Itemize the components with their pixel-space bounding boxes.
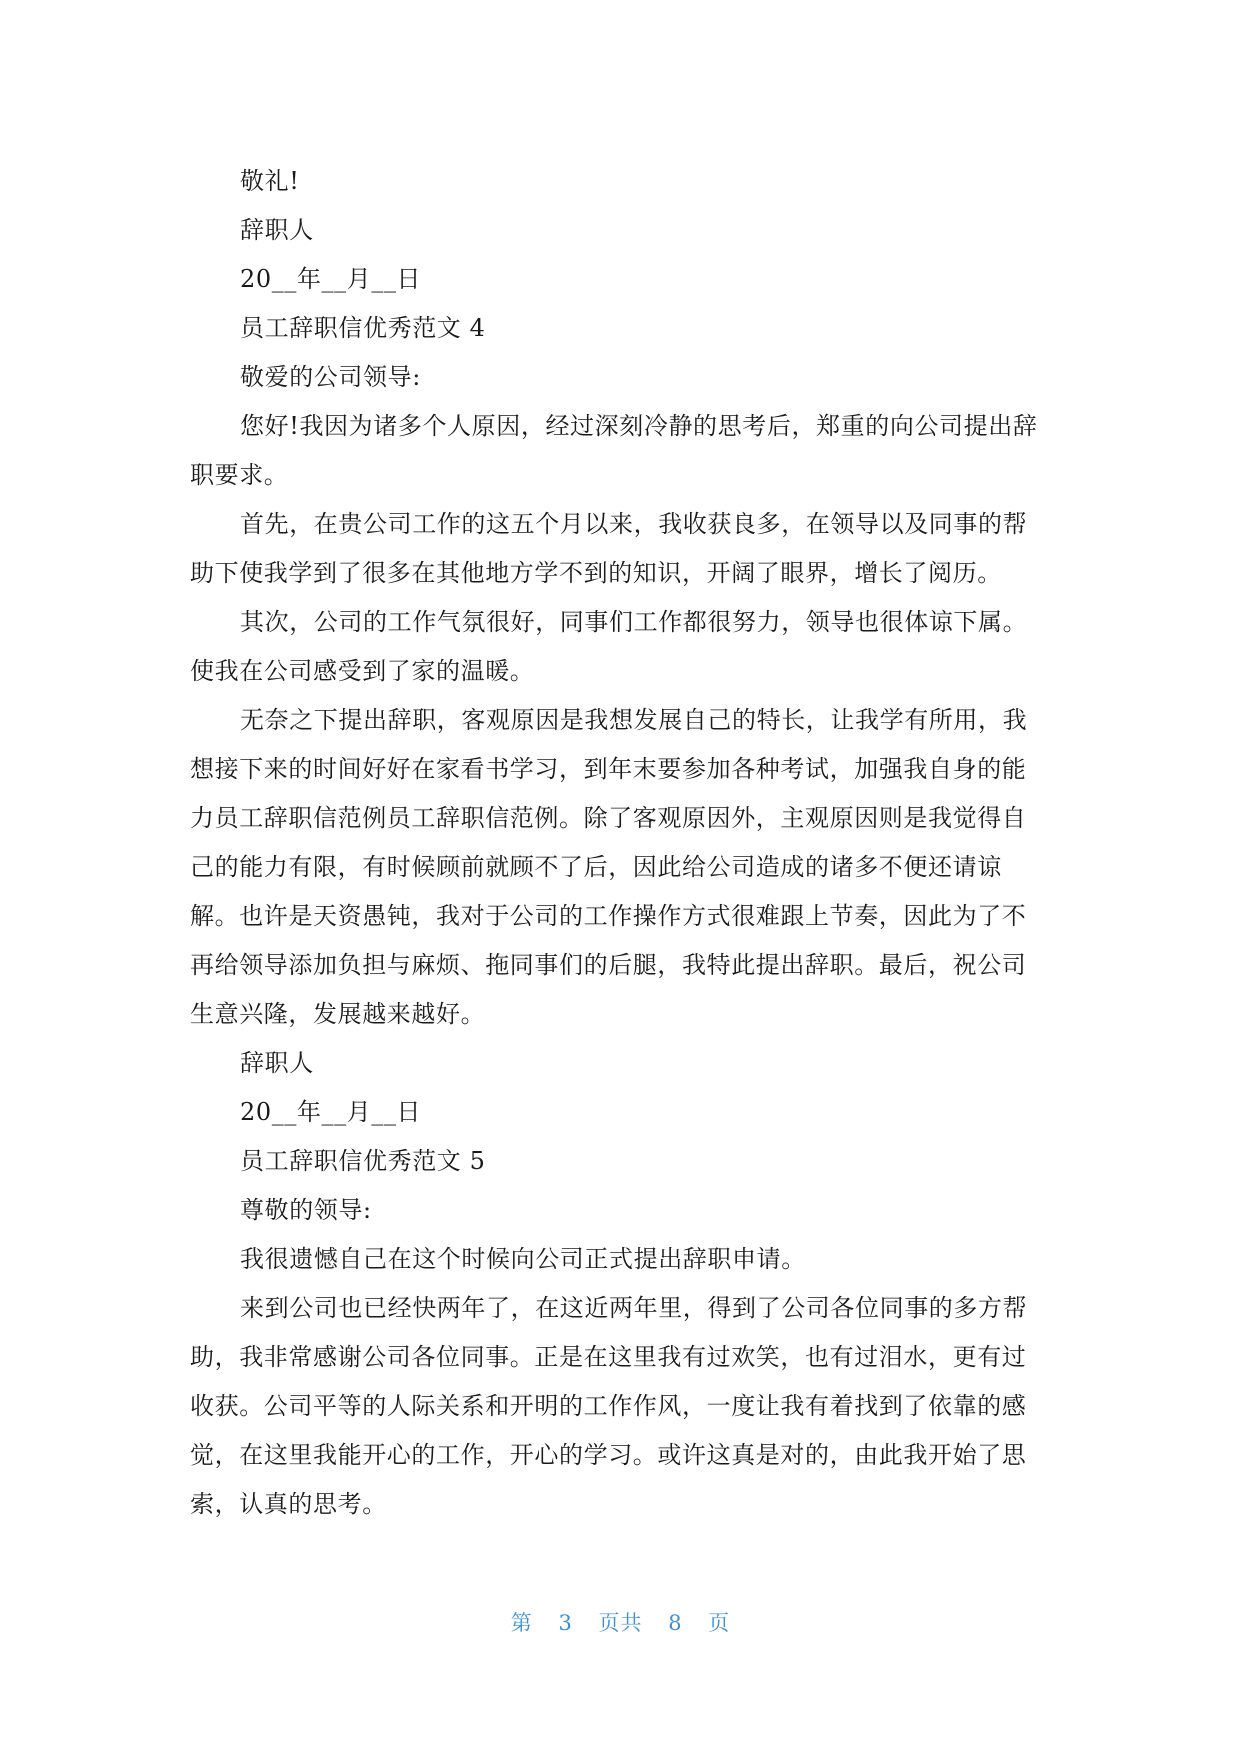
text-line: 助，我非常感谢公司各位同事。正是在这里我有过欢笑，也有过泪水，更有过 bbox=[190, 1343, 1027, 1371]
text-line: 觉，在这里我能开心的工作，开心的学习。或许这真是对的，由此我开始了思 bbox=[190, 1441, 1027, 1469]
text-line: 辞职人 bbox=[240, 1049, 314, 1077]
footer-suffix: 页 bbox=[708, 1611, 731, 1635]
footer-middle: 页共 bbox=[598, 1611, 643, 1635]
text-line: 敬爱的公司领导: bbox=[240, 363, 421, 391]
text-line: 来到公司也已经快两年了，在这近两年里，得到了公司各位同事的多方帮 bbox=[240, 1294, 1028, 1322]
text-line: 尊敬的领导: bbox=[240, 1196, 372, 1224]
text-line: 再给领导添加负担与麻烦、拖同事们的后腿，我特此提出辞职。最后，祝公司 bbox=[190, 951, 1027, 979]
page-footer bbox=[0, 1608, 1241, 1638]
text-line: 己的能力有限，有时候顾前就顾不了后，因此给公司造成的诸多不便还请谅 bbox=[190, 853, 1002, 881]
text-line: 辞职人 bbox=[240, 216, 314, 244]
text-line: 力员工辞职信范例员工辞职信范例。除了客观原因外，主观原因则是我觉得自 bbox=[190, 804, 1027, 832]
document-body bbox=[190, 157, 1060, 1529]
text-line: 助下使我学到了很多在其他地方学不到的知识，开阔了眼界，增长了阅历。 bbox=[190, 559, 1002, 587]
text-line: 首先，在贵公司工作的这五个月以来，我收获良多，在领导以及同事的帮 bbox=[240, 510, 1028, 538]
text-line: 无奈之下提出辞职，客观原因是我想发展自己的特长，让我学有所用，我 bbox=[240, 706, 1028, 734]
text-line: 其次，公司的工作气氛很好，同事们工作都很努力，领导也很体谅下属。 bbox=[240, 608, 1028, 636]
footer-prefix: 第 bbox=[510, 1611, 533, 1635]
text-line: 我很遗憾自己在这个时候向公司正式提出辞职申请。 bbox=[240, 1245, 806, 1273]
text-line: 生意兴隆，发展越来越好。 bbox=[190, 1000, 486, 1028]
footer-current-page: 3 bbox=[558, 1611, 573, 1635]
text-line: 员工辞职信优秀范文 4 bbox=[240, 314, 486, 342]
text-line: 解。也许是天资愚钝，我对于公司的工作操作方式很难跟上节奏，因此为了不 bbox=[190, 902, 1027, 930]
text-line: 使我在公司感受到了家的温暖。 bbox=[190, 657, 535, 685]
text-line: 敬礼! bbox=[240, 167, 300, 195]
text-line: 20__年__月__日 bbox=[240, 265, 422, 293]
footer-total-pages: 8 bbox=[668, 1611, 683, 1635]
text-line: 员工辞职信优秀范文 5 bbox=[240, 1147, 486, 1175]
text-line: 想接下来的时间好好在家看书学习，到年末要参加各种考试，加强我自身的能 bbox=[190, 755, 1027, 783]
text-line: 索，认真的思考。 bbox=[190, 1490, 387, 1518]
text-line: 您好!我因为诸多个人原因，经过深刻冷静的思考后，郑重的向公司提出辞 bbox=[240, 412, 1038, 440]
text-line: 职要求。 bbox=[190, 461, 289, 489]
text-line: 收获。公司平等的人际关系和开明的工作作风，一度让我有着找到了依靠的感 bbox=[190, 1392, 1027, 1420]
text-line: 20__年__月__日 bbox=[240, 1098, 422, 1126]
